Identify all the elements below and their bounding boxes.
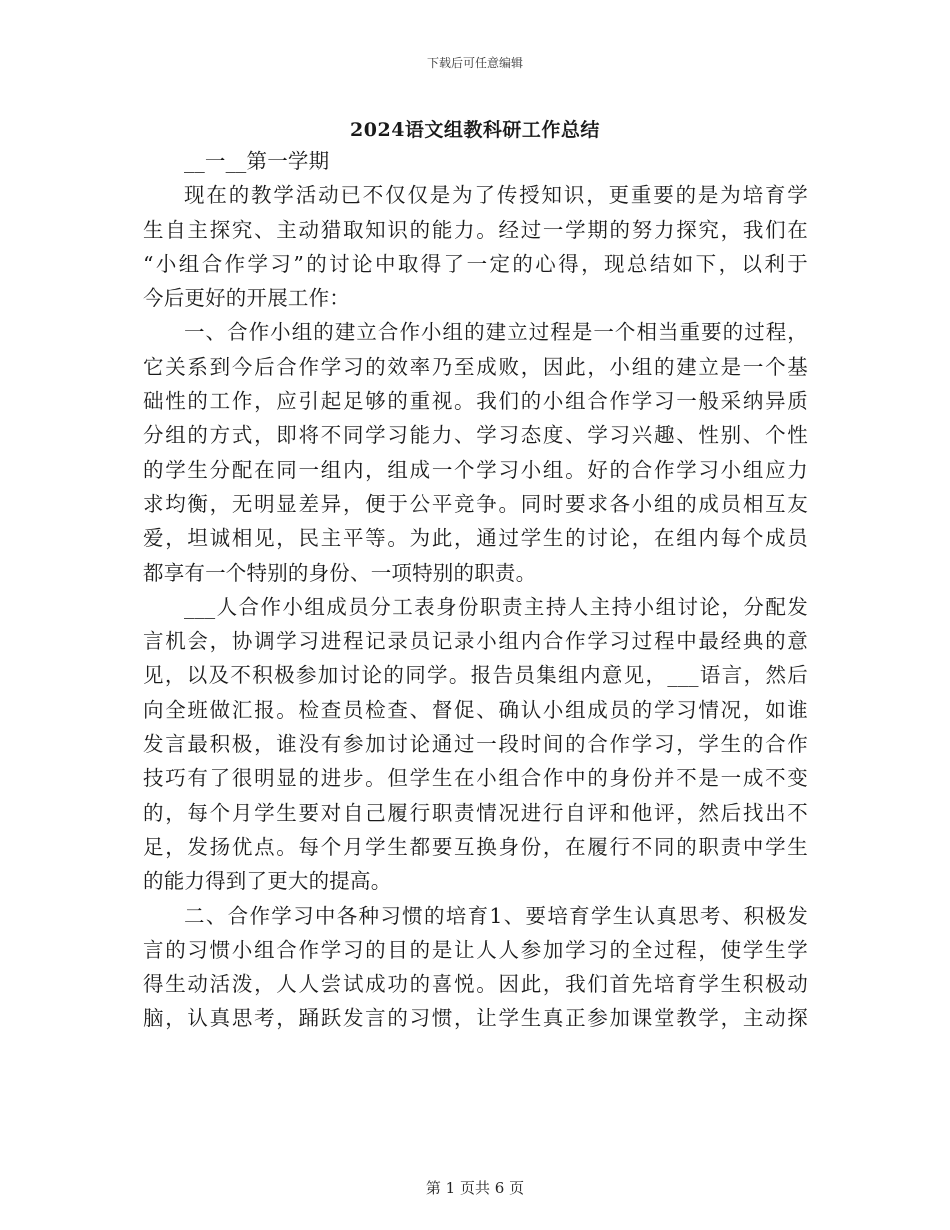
text-line: 足，发扬优点。每个月学生都要互换身份，在履行不同的职责中学生: [143, 834, 808, 859]
text-line: 发言最积极，谁没有参加讨论通过一段时间的合作学习，学生的合作: [143, 732, 808, 757]
text-line: 向全班做汇报。检查员检查、督促、确认小组成员的学习情况，如谁: [143, 697, 808, 722]
text-line: 一、合作小组的建立合作小组的建立过程是一个相当重要的过程，: [184, 320, 808, 345]
text-line: 言机会，协调学习进程记录员记录小组内合作学习过程中最经典的意: [143, 629, 808, 654]
text-line: 现在的教学活动已不仅仅是为了传授知识，更重要的是为培育学: [184, 183, 808, 208]
text-line: __一__第一学期: [184, 149, 330, 173]
text-line: 础性的工作，应引起足够的重视。我们的小组合作学习一般采纳异质: [143, 389, 808, 414]
text-line: 今后更好的开展工作：: [143, 286, 350, 311]
page-number: 第 1 页共 6 页: [425, 1179, 525, 1197]
text-line: 生自主探究、主动猎取知识的能力。经过一学期的努力探究，我们在: [143, 217, 808, 242]
text-line: 脑，认真思考，踊跃发言的习惯，让学生真正参加课堂教学，主动探: [143, 1006, 808, 1031]
text-line: ___人合作小组成员分工表身份职责主持人主持小组讨论，分配发: [184, 594, 808, 619]
text-line: 言的习惯小组合作学习的目的是让人人参加学习的全过程，使学生学: [143, 937, 808, 962]
text-line: 见，以及不积极参加讨论的同学。报告员集组内意见，___语言，然后: [143, 663, 808, 688]
text-line: 分组的方式，即将不同学习能力、学习态度、学习兴趣、性别、个性: [143, 423, 808, 448]
text-line: 爱，坦诚相见，民主平等。为此，通过学生的讨论，在组内每个成员: [143, 526, 808, 551]
text-line: 二、合作学习中各种习惯的培育1、要培育学生认真思考、积极发: [184, 903, 808, 928]
text-line: 都享有一个特别的身份、一项特别的职责。: [143, 560, 537, 585]
text-line: 求均衡，无明显差异，便于公平竞争。同时要求各小组的成员相互友: [143, 491, 808, 516]
header-note: 下载后可任意编辑: [426, 56, 523, 70]
text-line: 得生动活泼，人人尝试成功的喜悦。因此，我们首先培育学生积极动: [143, 972, 808, 997]
text-line: 技巧有了很明显的进步。但学生在小组合作中的身份并不是一成不变: [143, 766, 808, 791]
text-line: 的，每个月学生要对自己履行职责情况进行自评和他评，然后找出不: [143, 800, 808, 825]
text-line: “小组合作学习”的讨论中取得了一定的心得，现总结如下，以利于: [143, 251, 808, 276]
text-line: 的能力得到了更大的提高。: [143, 869, 392, 894]
document-title: 2024语文组教科研工作总结: [350, 119, 600, 141]
text-line: 的学生分配在同一组内，组成一个学习小组。好的合作学习小组应力: [143, 457, 808, 482]
document-body: [143, 144, 808, 1036]
text-line: 它关系到今后合作学习的效率乃至成败，因此，小组的建立是一个基: [143, 354, 808, 379]
